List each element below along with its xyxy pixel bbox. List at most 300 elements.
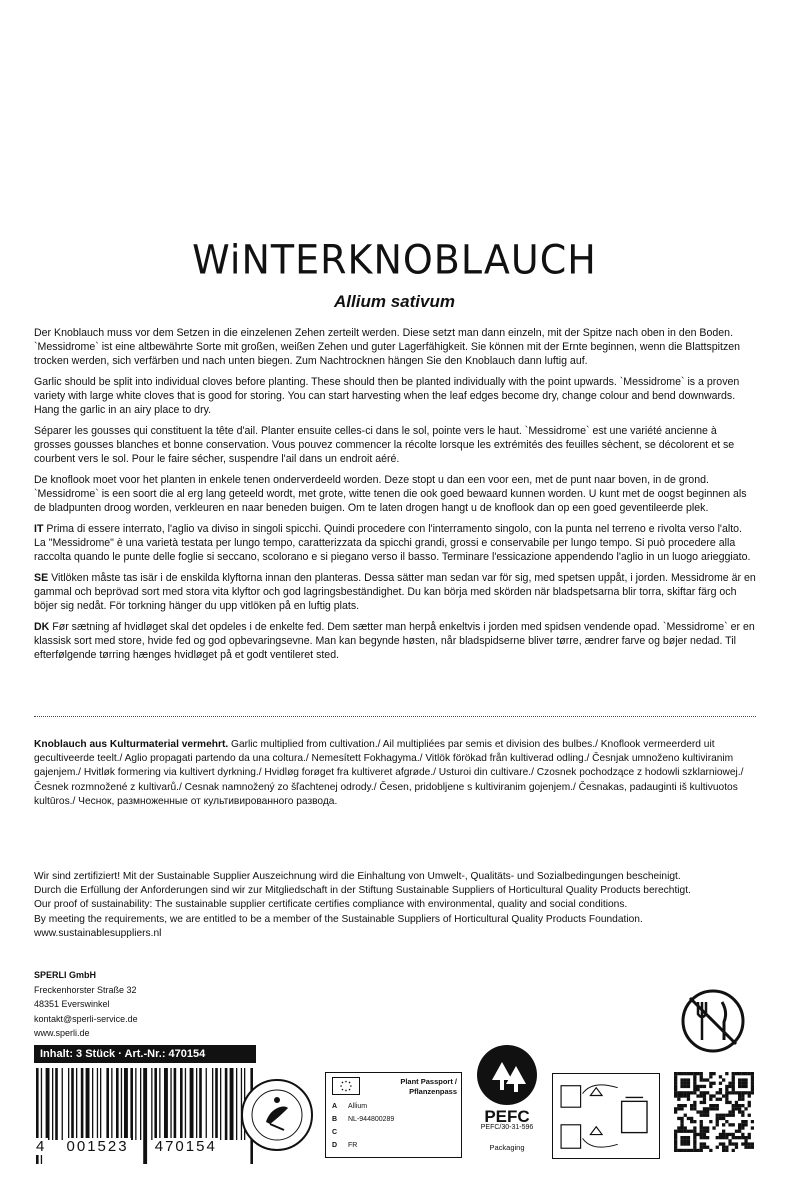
qr-module [700, 1120, 703, 1123]
qr-module [716, 1117, 719, 1120]
sustainable-supplier-logo [240, 1078, 314, 1152]
eu-flag-icon [332, 1077, 360, 1095]
qr-module [725, 1120, 728, 1123]
barcode-digit-prefix: 4 [36, 1138, 47, 1155]
qr-module [674, 1072, 677, 1075]
qr-module [728, 1082, 731, 1085]
qr-module [693, 1104, 696, 1107]
qr-module [741, 1142, 744, 1145]
qr-module [687, 1139, 690, 1142]
qr-module [744, 1139, 747, 1142]
company-street: Freckenhorster Straße 32 [34, 984, 137, 995]
qr-module [700, 1101, 703, 1104]
qr-module [725, 1149, 728, 1152]
qr-module [741, 1110, 744, 1113]
qr-module [684, 1082, 687, 1085]
qr-module [687, 1130, 690, 1133]
qr-module [732, 1110, 735, 1113]
qr-module [732, 1149, 735, 1152]
qr-module [748, 1114, 751, 1117]
qr-module [725, 1085, 728, 1088]
qr-module [738, 1126, 741, 1129]
qr-module [706, 1130, 709, 1133]
qr-module [744, 1142, 747, 1145]
qr-module [680, 1123, 683, 1126]
qr-module [677, 1091, 680, 1094]
qr-module [741, 1136, 744, 1139]
qr-module [677, 1098, 680, 1101]
qr-module [687, 1098, 690, 1101]
qr-module [719, 1133, 722, 1136]
qr-module [680, 1078, 683, 1081]
qr-module [744, 1072, 747, 1075]
qr-module [732, 1104, 735, 1107]
qr-module [741, 1098, 744, 1101]
company-email[interactable]: kontakt@sperli-service.de [34, 1013, 138, 1024]
qr-module [725, 1094, 728, 1097]
qr-module [696, 1133, 699, 1136]
qr-module [693, 1130, 696, 1133]
barcode-bar [154, 1068, 157, 1140]
qr-module [687, 1117, 690, 1120]
barcode-bar [135, 1068, 136, 1140]
qr-module [751, 1126, 754, 1129]
qr-module [693, 1142, 696, 1145]
barcode-bar [111, 1068, 112, 1140]
qr-module [677, 1130, 680, 1133]
qr-module [700, 1114, 703, 1117]
qr-module [703, 1091, 706, 1094]
qr-module [674, 1107, 677, 1110]
qr-module [741, 1091, 744, 1094]
passport-row [332, 1129, 348, 1136]
qr-module [712, 1094, 715, 1097]
barcode-bar [124, 1068, 128, 1140]
qr-module [738, 1123, 741, 1126]
qr-module [751, 1088, 754, 1091]
qr-module [693, 1136, 696, 1139]
passport-row [332, 1103, 367, 1110]
qr-module [738, 1078, 741, 1081]
barcode-bar [212, 1068, 213, 1140]
pefc-label: PEFC [484, 1107, 530, 1126]
qr-module [738, 1091, 741, 1094]
barcode-bar [236, 1068, 237, 1140]
qr-module [703, 1085, 706, 1088]
qr-module [741, 1123, 744, 1126]
qr-module [728, 1133, 731, 1136]
qr-module [687, 1094, 690, 1097]
qr-module [725, 1136, 728, 1139]
barcode-bar [170, 1068, 171, 1140]
qr-module [703, 1146, 706, 1149]
instructions-paragraph-fr [34, 424, 756, 466]
qr-module [693, 1133, 696, 1136]
origin-statement [34, 738, 756, 809]
qr-module [684, 1139, 687, 1142]
qr-module [741, 1072, 744, 1075]
passport-key: A [332, 1103, 338, 1110]
qr-module [738, 1130, 741, 1133]
qr-module [706, 1114, 709, 1117]
qr-module [709, 1098, 712, 1101]
barcode-bar [220, 1068, 221, 1140]
passport-row [332, 1116, 394, 1123]
barcode-bar [140, 1068, 141, 1140]
qr-module [693, 1120, 696, 1123]
qr-module [700, 1091, 703, 1094]
qr-module [700, 1078, 703, 1081]
passport-value: FR [348, 1142, 358, 1149]
barcode-bar [190, 1068, 194, 1140]
qr-module [684, 1126, 687, 1129]
passport-value: Allium [348, 1103, 368, 1110]
qr-module [700, 1110, 703, 1113]
qr-module [722, 1094, 725, 1097]
qr-module [725, 1146, 728, 1149]
qr-module [722, 1133, 725, 1136]
qr-module [735, 1142, 738, 1145]
qr-module [748, 1094, 751, 1097]
qr-module [744, 1120, 747, 1123]
barcode-digit-right: 470154 [154, 1138, 217, 1155]
qr-module [751, 1120, 754, 1123]
qr-module [725, 1091, 728, 1094]
barcode-bar [225, 1068, 228, 1140]
qr-module [677, 1104, 680, 1107]
qr-module [722, 1114, 725, 1117]
qr-module [728, 1101, 731, 1104]
qr-module [725, 1072, 728, 1075]
barcode-bar [151, 1068, 152, 1140]
qr-module [748, 1133, 751, 1136]
barcode-bar [92, 1068, 93, 1140]
cert-line: Our proof of sustainability: The sustainable supplier certificate certifies compliance with environmental, quality and social conditions. [34, 899, 628, 911]
barcode-bar [159, 1068, 160, 1140]
qr-module [738, 1104, 741, 1107]
qr-module [751, 1091, 754, 1094]
paragraph-text: Før sætning af hvidløget skal det opdeles i de enkelte fed. Dem sætter man herpå enkeltvis i jorden med spidsen vendende opad. `Messidrome` er en klassisk sort med store, hvide fed og god opbevaringsevne. Man kan begynde høsten, når bladspidserne bliver tørre, ændrer farve og bøjer nedad. Til efterfølgende tørring hænges hvidløget på et godt ventileret sted. [34, 621, 755, 661]
qr-module [709, 1094, 712, 1097]
instructions-paragraph-dk [34, 620, 756, 662]
qr-module [741, 1085, 744, 1088]
qr-module [690, 1117, 693, 1120]
qr-module [703, 1142, 706, 1145]
qr-module [687, 1142, 690, 1145]
barcode-bar [130, 1068, 133, 1140]
barcode-bar [86, 1068, 90, 1140]
qr-module [722, 1146, 725, 1149]
qr-module [732, 1133, 735, 1136]
qr-module [722, 1136, 725, 1139]
qr-module [716, 1098, 719, 1101]
qr-module [738, 1085, 741, 1088]
qr-module [725, 1114, 728, 1117]
qr-module [751, 1146, 754, 1149]
barcode-bar [174, 1068, 177, 1140]
barcode-bar [230, 1068, 234, 1140]
qr-module [732, 1085, 735, 1088]
barcode-bar [106, 1068, 109, 1140]
qr-module [677, 1107, 680, 1110]
qr-module [680, 1107, 683, 1110]
barcode-bar [55, 1068, 58, 1140]
qr-module [696, 1094, 699, 1097]
qr-module [674, 1082, 677, 1085]
qr-module [716, 1104, 719, 1107]
plant-passport [325, 1072, 462, 1158]
qr-module [728, 1123, 731, 1126]
company-name: SPERLI GmbH [34, 970, 97, 980]
qr-module [693, 1072, 696, 1075]
qr-module [722, 1117, 725, 1120]
barcode-bar [68, 1068, 69, 1140]
qr-module [684, 1142, 687, 1145]
passport-key: D [332, 1142, 338, 1149]
qr-module [680, 1120, 683, 1123]
qr-module [712, 1126, 715, 1129]
barcode-digits [34, 1138, 256, 1155]
qr-module [684, 1094, 687, 1097]
qr-module [696, 1088, 699, 1091]
qr-module [751, 1142, 754, 1145]
qr-module [735, 1136, 738, 1139]
cert-line: Durch die Erfüllung der Anforderungen sind wir zur Mitgliedschaft in der Stiftung Sustainable Suppliers of Horticultural Quality Products berechtigt. [34, 885, 691, 897]
qr-module [684, 1136, 687, 1139]
qr-module [674, 1130, 677, 1133]
qr-module [732, 1107, 735, 1110]
qr-module [687, 1078, 690, 1081]
barcode-bar [62, 1068, 63, 1140]
qr-module [716, 1136, 719, 1139]
qr-module [703, 1126, 706, 1129]
instructions-block [34, 326, 756, 669]
qr-module [693, 1078, 696, 1081]
barcode-bar [185, 1068, 186, 1140]
qr-module [719, 1082, 722, 1085]
barcode-bar [100, 1068, 101, 1140]
product-title: WiNTERKNOBLAUCH [192, 236, 597, 284]
barcode-bar [52, 1068, 53, 1140]
qr-module [680, 1091, 683, 1094]
qr-module [728, 1142, 731, 1145]
qr-module [700, 1130, 703, 1133]
paragraph-text: Vitlöken måste tas isär i de enskilda klyftorna innan den planteras. Dessa sätter man sedan var för sig, med spetsen uppåt, i jorden. Messidrome är en gammal och beprövad sort med stora vita klyftor och god lagringsbeständighet. Du kan börja med skörden när bladspetsarna blir torra, skiftar färg och böjer sig nedåt. För torkning hänger du upp vitlöken på en luftig plats. [34, 572, 756, 612]
qr-module [674, 1133, 677, 1136]
qr-module [732, 1072, 735, 1075]
qr-module [709, 1082, 712, 1085]
language-code: SE [34, 572, 49, 584]
qr-module [748, 1146, 751, 1149]
certification-block [34, 870, 764, 941]
qr-module [680, 1094, 683, 1097]
qr-module [687, 1136, 690, 1139]
qr-module [680, 1142, 683, 1145]
latin-name: Allium sativum [334, 292, 455, 311]
qr-module [732, 1078, 735, 1081]
company-city: 48351 Everswinkel [34, 999, 110, 1009]
company-web[interactable]: www.sperli.de [34, 1028, 90, 1038]
qr-module [719, 1091, 722, 1094]
qr-module [738, 1082, 741, 1085]
qr-module [744, 1146, 747, 1149]
qr-module [690, 1091, 693, 1094]
qr-module [709, 1075, 712, 1078]
qr-module [674, 1149, 677, 1152]
qr-module [732, 1091, 735, 1094]
qr-module [719, 1114, 722, 1117]
qr-module [744, 1123, 747, 1126]
qr-module [674, 1088, 677, 1091]
qr-module [725, 1088, 728, 1091]
qr-module [725, 1133, 728, 1136]
qr-module [680, 1117, 683, 1120]
qr-module [684, 1091, 687, 1094]
qr-module [684, 1149, 687, 1152]
passport-title-line: Pflanzenpass [409, 1087, 457, 1096]
qr-module [741, 1120, 744, 1123]
qr-module [719, 1117, 722, 1120]
qr-module [703, 1098, 706, 1101]
qr-module [741, 1133, 744, 1136]
qr-module [700, 1072, 703, 1075]
qr-module [700, 1142, 703, 1145]
qr-module [700, 1136, 703, 1139]
qr-module [744, 1085, 747, 1088]
qr-module [684, 1085, 687, 1088]
qr-module [703, 1101, 706, 1104]
qr-module [728, 1114, 731, 1117]
passport-title-line: Plant Passport / [400, 1077, 457, 1086]
contents-bar: Inhalt: 3 Stück · Art.-Nr.: 470154 [34, 1045, 256, 1063]
qr-module [693, 1075, 696, 1078]
qr-module [751, 1082, 754, 1085]
instructions-paragraph-de [34, 326, 756, 368]
qr-module [732, 1088, 735, 1091]
barcode-bar [206, 1068, 207, 1140]
qr-module [748, 1142, 751, 1145]
qr-module [738, 1098, 741, 1101]
barcode-bar [164, 1068, 168, 1140]
qr-module [706, 1078, 709, 1081]
qr-module [696, 1072, 699, 1075]
qr-module [748, 1104, 751, 1107]
origin-bold: Knoblauch aus Kulturmaterial vermehrt. [34, 739, 229, 750]
qr-module [703, 1136, 706, 1139]
qr-module [712, 1107, 715, 1110]
qr-module [674, 1078, 677, 1081]
qr-module [693, 1107, 696, 1110]
cert-link[interactable]: www.sustainablesuppliers.nl [34, 927, 162, 939]
barcode-bar [180, 1068, 183, 1140]
qr-module [680, 1136, 683, 1139]
qr-module [732, 1082, 735, 1085]
instructions-paragraph-se [34, 571, 756, 613]
qr-module [684, 1130, 687, 1133]
qr-module [693, 1085, 696, 1088]
qr-module [690, 1130, 693, 1133]
qr-module [690, 1072, 693, 1075]
qr-module [680, 1072, 683, 1075]
qr-module [690, 1149, 693, 1152]
qr-module [680, 1082, 683, 1085]
qr-module [693, 1082, 696, 1085]
passport-row [332, 1142, 357, 1149]
qr-module [680, 1130, 683, 1133]
qr-module [744, 1082, 747, 1085]
passport-title [367, 1077, 457, 1097]
qr-module [706, 1110, 709, 1113]
qr-code-icon[interactable] [674, 1072, 754, 1152]
barcode-bar [199, 1068, 202, 1140]
qr-module [751, 1085, 754, 1088]
qr-module [712, 1104, 715, 1107]
qr-module [677, 1126, 680, 1129]
qr-module [674, 1075, 677, 1078]
qr-module [728, 1139, 731, 1142]
qr-module [693, 1126, 696, 1129]
qr-module [716, 1114, 719, 1117]
qr-module [716, 1120, 719, 1123]
barcode-bar [215, 1068, 218, 1140]
qr-module [703, 1130, 706, 1133]
qr-module [719, 1088, 722, 1091]
qr-module [690, 1120, 693, 1123]
qr-module [706, 1107, 709, 1110]
qr-module [680, 1085, 683, 1088]
qr-module [684, 1104, 687, 1107]
qr-module [690, 1104, 693, 1107]
qr-module [716, 1146, 719, 1149]
paragraph-text: Prima di essere interrato, l'aglio va diviso in singoli spicchi. Quindi procedere con l'interramento singolo, con la punta nel terreno e rivolta verso l'alto. La "Messidrome" è una varietà testata per lungo tempo, caratterizzata da spicchi grandi, grossi e conservabile per lungo tempo. Si può procedere alla raccolta quando le punte delle foglie si seccano, scolorano e si piegano verso il basso. Terminare l'essicazione appendendo l'aglio in un luogo arieggiato. [34, 523, 751, 563]
qr-module [709, 1107, 712, 1110]
qr-module [741, 1078, 744, 1081]
qr-module [706, 1146, 709, 1149]
qr-module [693, 1139, 696, 1142]
qr-module [674, 1094, 677, 1097]
cert-line: Wir sind zertifiziert! Mit der Sustainable Supplier Auszeichnung wird die Einhaltung von Umwelt-, Qualitäts- und Sozialbedingungen bescheinigt. [34, 871, 681, 882]
qr-module [703, 1110, 706, 1113]
qr-module [693, 1146, 696, 1149]
dotted-divider [34, 716, 756, 717]
barcode-bar [116, 1068, 119, 1140]
passport-key: C [332, 1129, 338, 1136]
qr-module [687, 1082, 690, 1085]
qr-module [700, 1146, 703, 1149]
qr-module [728, 1110, 731, 1113]
qr-module [690, 1107, 693, 1110]
recycling-instructions-icon [552, 1073, 660, 1159]
qr-module [732, 1123, 735, 1126]
qr-module [674, 1136, 677, 1139]
qr-module [716, 1123, 719, 1126]
qr-module [735, 1107, 738, 1110]
qr-module [722, 1078, 725, 1081]
qr-module [684, 1078, 687, 1081]
qr-module [728, 1085, 731, 1088]
qr-module [748, 1091, 751, 1094]
qr-module [744, 1136, 747, 1139]
qr-module [696, 1149, 699, 1152]
qr-module [735, 1101, 738, 1104]
barcode-bar [76, 1068, 77, 1140]
qr-module [716, 1091, 719, 1094]
qr-module [687, 1149, 690, 1152]
qr-module [751, 1078, 754, 1081]
qr-module [735, 1072, 738, 1075]
qr-module [693, 1091, 696, 1094]
qr-module [751, 1075, 754, 1078]
